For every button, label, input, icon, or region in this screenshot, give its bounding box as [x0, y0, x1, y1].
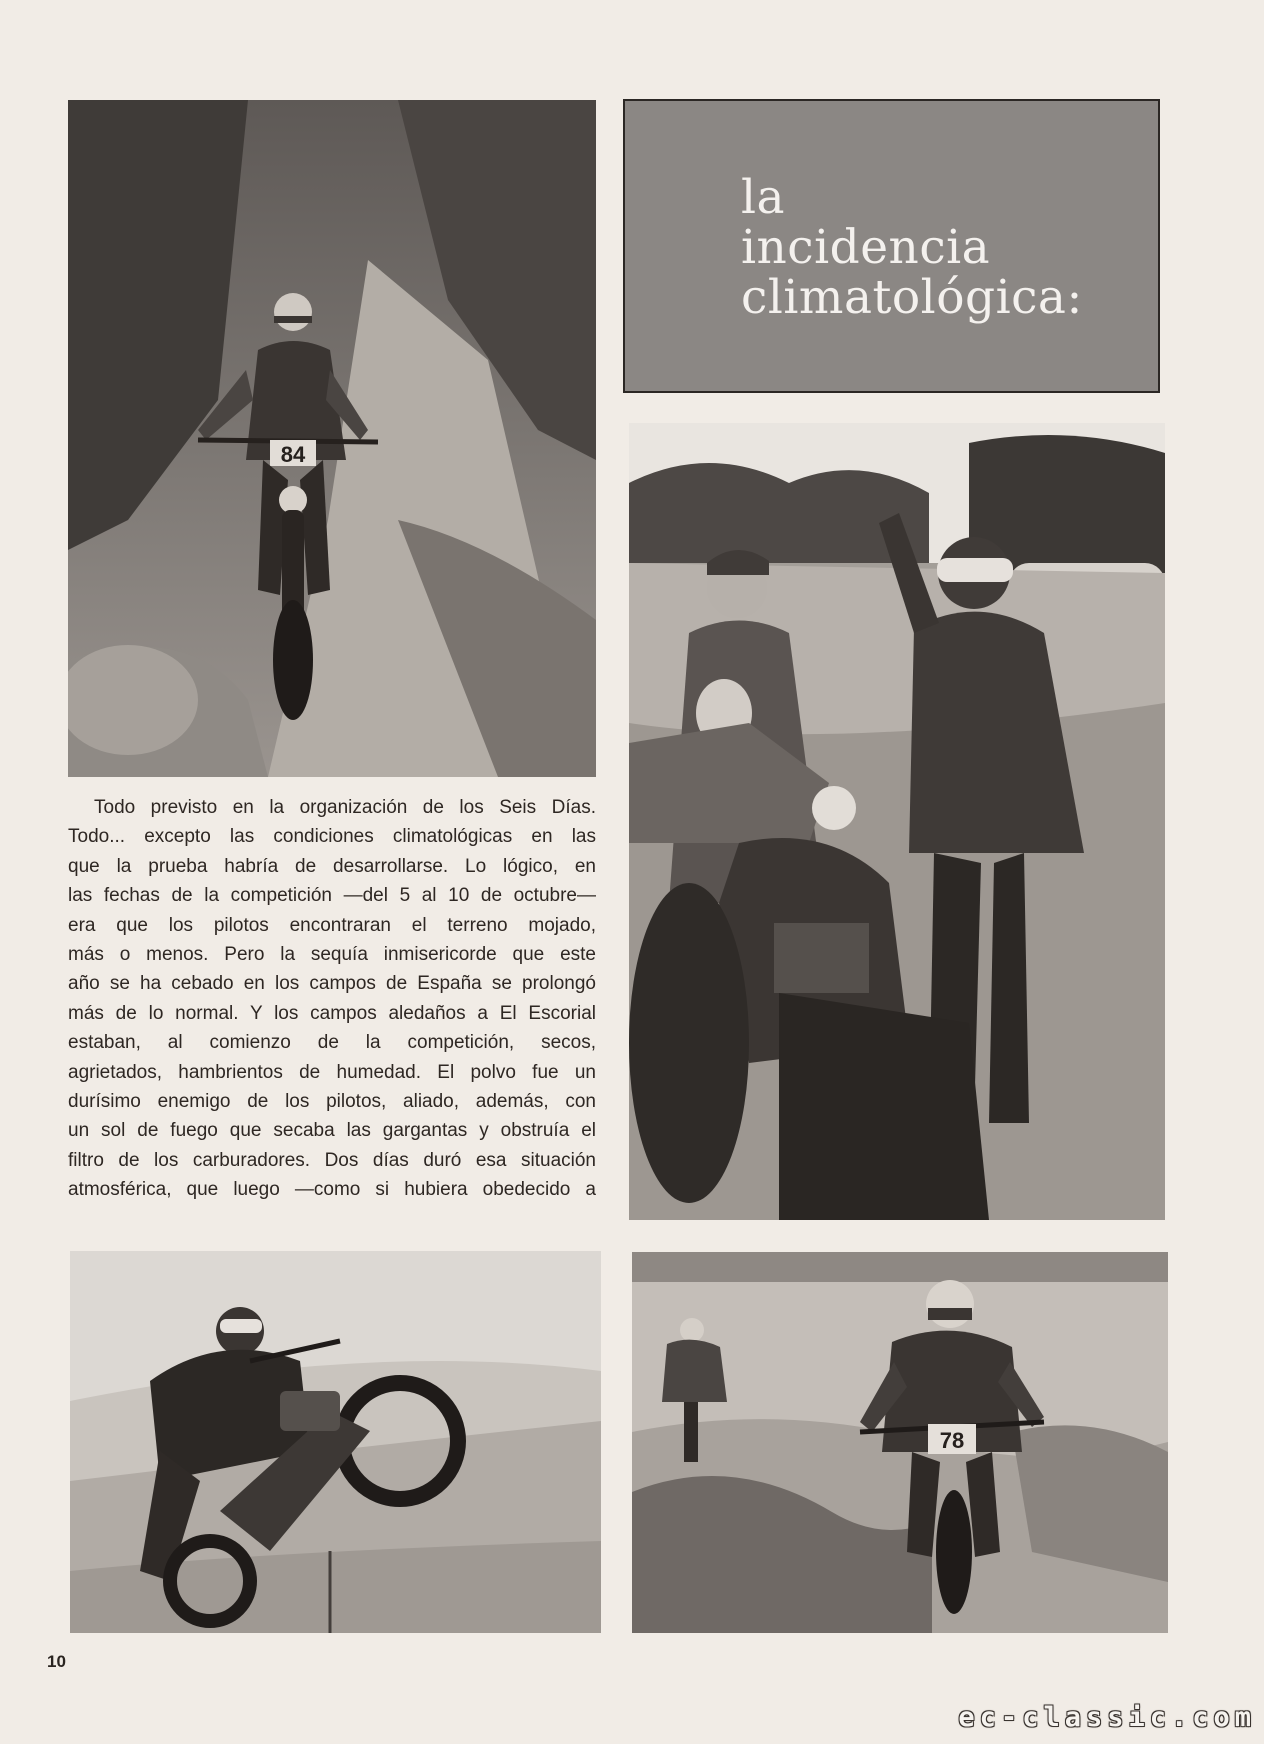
page-number: 10 [47, 1652, 66, 1671]
title-line-1: la [741, 170, 786, 225]
body-line: atmosférica, que luego —como si hubiera obedecido a [68, 1179, 596, 1201]
photo-rider-slope [70, 1251, 601, 1633]
body-line: las fechas de la competición —del 5 al 10 de octubre— [68, 885, 596, 907]
race-number-78: 78 [939, 1428, 965, 1453]
body-line: un sol de fuego que secaba las gargantas y obstruía el [68, 1120, 596, 1142]
race-number-84: 84 [280, 442, 306, 467]
body-line: era que los pilotos encontraran el terreno mojado, [68, 914, 596, 936]
photo-riders-scrubland [632, 1252, 1168, 1633]
photo-riders-paddock-image [629, 423, 1165, 1220]
body-line: Todo... excepto las condiciones climatológicas en las [68, 826, 596, 848]
title-line-3: climatológica: [741, 270, 1083, 325]
body-line: más o menos. Pero la sequía inmisericorde que este [68, 944, 596, 966]
photo-rider-trail [68, 100, 596, 777]
body-line: durísimo enemigo de los pilotos, aliado, además, con [68, 1091, 596, 1113]
article-body [68, 793, 596, 1205]
body-line: filtro de los carburadores. Dos días duró esa situación [68, 1149, 596, 1171]
body-line: más de lo normal. Y los campos aledaños a El Escorial [68, 1002, 596, 1024]
body-line: año se ha cebado en los campos de España se prolongó [68, 973, 596, 995]
photo-rider-trail-image [68, 100, 596, 777]
section-title [741, 170, 1083, 325]
photo-riders-scrubland-image [632, 1252, 1168, 1633]
site-watermark: ec-classic.com [958, 1702, 1256, 1733]
photo-riders-paddock [629, 423, 1165, 1220]
body-line: que la prueba habría de desarrollarse. Lo lógico, en [68, 855, 596, 877]
body-line: Todo previsto en la organización de los Seis Días. [94, 797, 596, 818]
body-line: agrietados, hambrientos de humedad. El polvo fue un [68, 1061, 596, 1083]
caption-bleed [640, 1225, 1160, 1243]
section-title-box [623, 99, 1160, 393]
title-line-2: incidencia [741, 220, 991, 275]
photo-rider-slope-image [70, 1251, 601, 1633]
body-line: estaban, al comienzo de la competición, secos, [68, 1032, 596, 1054]
